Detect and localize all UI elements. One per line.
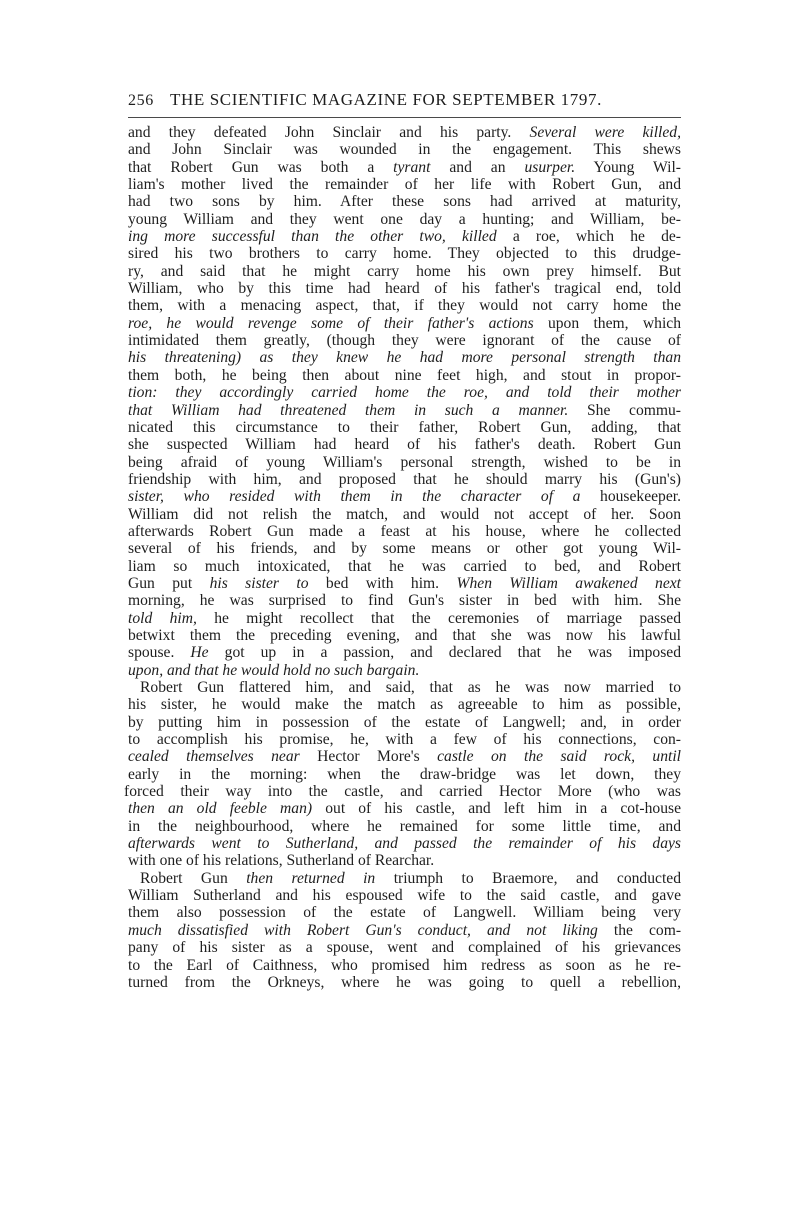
- italic-text: his threatening) as they knew he had more personal strength than: [128, 349, 681, 367]
- page-number: 256: [128, 92, 154, 109]
- text-line: [128, 575, 681, 592]
- text-line: [128, 610, 681, 627]
- text-line: [128, 644, 681, 661]
- text-segment: out of his castle, and left him in a cot-house: [312, 800, 681, 818]
- text-line: [128, 159, 681, 176]
- text-segment: Robert Gun flattered him, and said, that as he was now married to: [140, 679, 681, 696]
- text-line: [128, 696, 681, 713]
- text-line: [128, 766, 681, 783]
- italic-text: He: [190, 644, 209, 662]
- text-line: [128, 332, 681, 349]
- text-line: [128, 662, 681, 679]
- text-segment: liam's mother lived the remainder of her life with Robert Gun, and: [128, 176, 681, 194]
- text-segment: had two sons by him. After these sons had arrived at maturity,: [128, 193, 681, 211]
- italic-text: then an old feeble man): [128, 800, 313, 818]
- text-line: [128, 176, 681, 193]
- text-segment: William Sutherland and his espoused wife to the said castle, and gave: [128, 887, 681, 905]
- italic-text: roe, he would revenge some of their father's actions: [128, 314, 534, 332]
- text-segment: to the Earl of Caithness, who promised him redress as soon as he re-: [128, 956, 681, 974]
- italic-text: upon, and that he would hold no such bargain.: [128, 661, 420, 679]
- text-segment: betwixt them the preceding evening, and that she was now his lawful: [128, 626, 681, 644]
- text-segment: bed with him.: [308, 574, 457, 592]
- body-text: [124, 124, 682, 991]
- italic-text: When William awakened next: [456, 574, 682, 592]
- text-line: [128, 592, 681, 609]
- text-segment: She commu-: [568, 401, 682, 419]
- text-line: [128, 540, 681, 557]
- italic-text: sister, who resided with them in the character of a: [128, 488, 581, 506]
- text-line: [128, 506, 681, 523]
- text-line: [128, 471, 681, 488]
- text-segment: and they defeated John Sinclair and his party.: [128, 124, 530, 141]
- text-segment: them both, he being then about nine feet high, and stout in propor-: [128, 366, 681, 384]
- text-segment: young William and they went one day a hunting; and William, be-: [128, 210, 681, 228]
- text-line: [128, 870, 681, 887]
- book-page: [124, 90, 682, 991]
- text-line: [128, 748, 681, 765]
- text-line: [128, 627, 681, 644]
- text-segment: to accomplish his promise, he, with a few of his connections, con-: [128, 731, 681, 749]
- text-line: [128, 193, 681, 210]
- italic-text: much dissatisfied with Robert Gun's conduct, and not liking: [128, 921, 598, 939]
- text-line: [128, 384, 681, 401]
- text-line: [128, 419, 681, 436]
- text-segment: triumph to Braemore, and conducted: [375, 869, 681, 887]
- text-line: [128, 367, 681, 384]
- text-segment: early in the morning: when the draw-bridge was let down, they: [128, 765, 681, 783]
- text-segment: that Robert Gun was both a: [128, 158, 394, 176]
- italic-text: Several were killed,: [529, 124, 681, 141]
- text-segment: housekeeper.: [580, 488, 681, 506]
- italic-text: his sister to: [209, 574, 309, 592]
- text-segment: them, with a menacing aspect, that, if they would not carry home the: [128, 297, 681, 315]
- text-segment: William, who by this time had heard of his father's tragical end, told: [128, 280, 681, 298]
- text-line: [128, 887, 681, 904]
- text-segment: pany of his sister as a spouse, went and complained of his grievances: [128, 939, 681, 957]
- text-line: [128, 263, 681, 280]
- text-line: [128, 904, 681, 921]
- text-segment: intimidated them greatly, (though they were ignorant of the cause of: [128, 332, 681, 350]
- text-segment: forced their way into the castle, and carried Hector More (who was: [124, 783, 681, 801]
- text-segment: with one of his relations, Sutherland of Rearchar.: [128, 852, 435, 870]
- italic-text: usurper.: [524, 158, 576, 176]
- text-segment: Hector More's: [299, 748, 438, 766]
- text-line: [128, 211, 681, 228]
- text-line: [128, 523, 681, 540]
- text-segment: turned from the Orkneys, where he was going to quell a rebellion,: [128, 973, 681, 991]
- text-line: [128, 488, 681, 505]
- text-line: [128, 349, 681, 366]
- running-head: [128, 90, 681, 114]
- text-segment: he might recollect that the ceremonies of marriage passed: [196, 609, 681, 627]
- text-line: [128, 679, 681, 696]
- text-line: [128, 852, 681, 869]
- text-line: [128, 714, 681, 731]
- text-line: [124, 783, 681, 800]
- text-segment: afterwards Robert Gun made a feast at his house, where he collected: [128, 522, 681, 540]
- text-segment: friendship with him, and proposed that he should marry his (Gun's): [128, 470, 681, 488]
- italic-text: told him,: [128, 609, 197, 627]
- text-segment: Gun put: [128, 574, 210, 592]
- text-line: [128, 436, 681, 453]
- text-line: [128, 402, 681, 419]
- text-segment: ry, and said that he might carry home his own prey himself. But: [128, 262, 681, 280]
- text-segment: several of his friends, and by some means or other got young Wil-: [128, 540, 681, 558]
- text-segment: them also possession of the estate of Langwell. William being very: [128, 904, 681, 922]
- text-line: [128, 957, 681, 974]
- text-segment: got up in a passion, and declared that he was imposed: [208, 644, 681, 662]
- text-line: [128, 800, 681, 817]
- text-segment: and an: [430, 158, 525, 176]
- italic-text: then returned in: [246, 869, 376, 887]
- italic-text: ing more successful than the other two, killed: [128, 228, 497, 246]
- running-title: THE SCIENTIFIC MAGAZINE FOR SEPTEMBER 1797.: [170, 90, 602, 109]
- text-line: [128, 818, 681, 835]
- italic-text: castle on the said rock, until: [437, 748, 681, 766]
- italic-text: tion: they accordingly carried home the roe, and told their mother: [128, 384, 681, 402]
- text-segment: Robert Gun: [140, 869, 247, 887]
- text-line: [128, 922, 681, 939]
- text-line: [128, 731, 681, 748]
- italic-text: tyrant: [393, 158, 431, 176]
- text-segment: nicated this circumstance to their father, Robert Gun, adding, that: [128, 418, 681, 436]
- text-line: [128, 228, 681, 245]
- text-segment: Young Wil-: [575, 158, 681, 176]
- text-segment: sired his two brothers to carry home. They objected to this drudge-: [128, 245, 681, 263]
- header-rule: [128, 117, 681, 118]
- text-line: [128, 558, 681, 575]
- text-line: [128, 939, 681, 956]
- text-segment: his sister, he would make the match as agreeable to him as possible,: [128, 696, 681, 714]
- text-segment: a roe, which he de-: [496, 228, 682, 246]
- italic-text: afterwards went to Sutherland, and passed the remainder of his days: [128, 835, 681, 853]
- text-line: [128, 974, 681, 991]
- text-segment: in the neighbourhood, where he remained for some little time, and: [128, 817, 681, 835]
- text-segment: and John Sinclair was wounded in the engagement. This shews: [128, 141, 681, 159]
- text-segment: spouse.: [128, 644, 191, 662]
- text-segment: upon them, which: [533, 314, 681, 332]
- text-segment: morning, he was surprised to find Gun's sister in bed with him. She: [128, 592, 681, 610]
- text-line: [128, 124, 681, 141]
- italic-text: that William had threatened them in such a manner.: [128, 401, 569, 419]
- italic-text: cealed themselves near: [128, 748, 300, 766]
- text-segment: being afraid of young William's personal strength, wished to be in: [128, 453, 681, 471]
- text-segment: she suspected William had heard of his father's death. Robert Gun: [128, 436, 681, 454]
- text-segment: William did not relish the match, and would not accept of her. Soon: [128, 505, 681, 523]
- text-line: [128, 835, 681, 852]
- text-line: [128, 280, 681, 297]
- text-line: [128, 315, 681, 332]
- text-line: [128, 141, 681, 158]
- text-line: [128, 454, 681, 471]
- text-line: [128, 297, 681, 314]
- text-segment: by putting him in possession of the estate of Langwell; and, in order: [128, 713, 681, 731]
- text-segment: the com-: [597, 921, 682, 939]
- text-segment: liam so much intoxicated, that he was carried to bed, and Robert: [128, 557, 681, 575]
- text-line: [128, 245, 681, 262]
